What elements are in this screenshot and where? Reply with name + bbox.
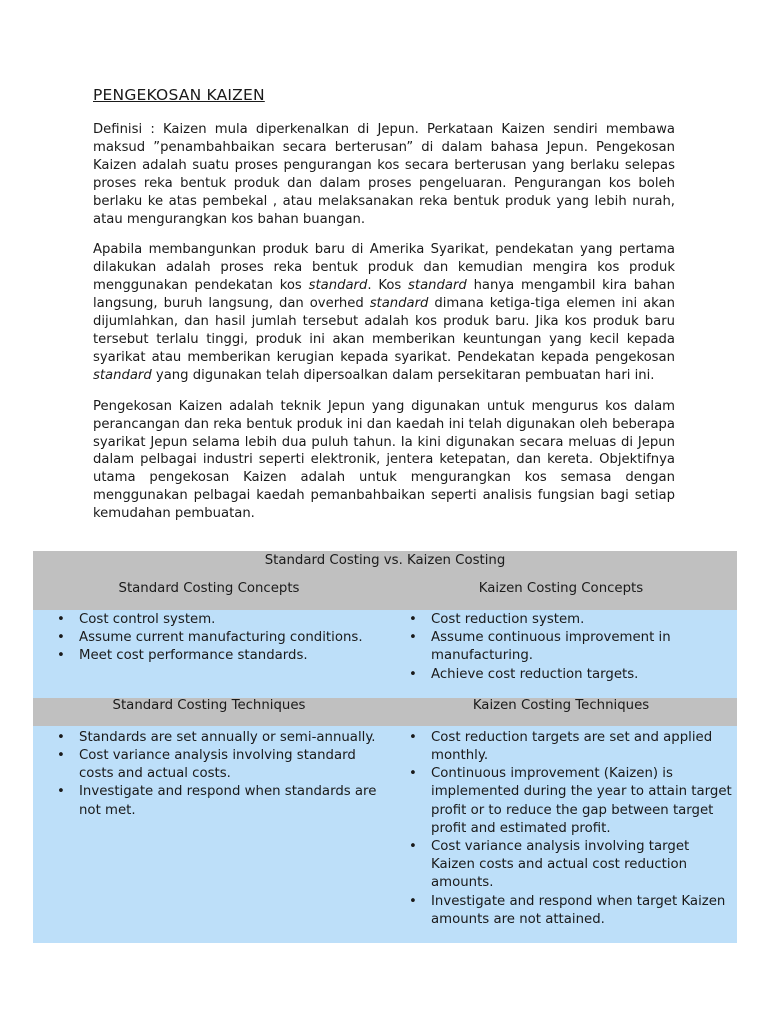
paragraph-definition: Definisi : Kaizen mula diperkenalkan di Jepun. Perkataan Kaizen sendiri membawa maksud ”penambahbaikan secara berterusan” di dalam bahasa Jepun. Pengekosan Kaizen adalah suatu proses pengurangan kos secara berterusan yang berlaku selepas proses reka bentuk produk dan dalam proses pengeluaran. Pengurangan kos boleh berlaku ke atas pembekal , atau melaksanakan reka bentuk produk yang lebih nurah, atau mengurangkan kos bahan buangan.: [93, 122, 675, 227]
concepts-list-row: [33, 610, 737, 698]
kaizen-techniques-cell: [385, 726, 737, 943]
paragraph-kaizen-technique: Pengekosan Kaizen adalah teknik Jepun yang digunakan untuk mengurus kos dalam perancangan dan reka bentuk produk ini dan kaedah ini telah digunakan oleh beberapa syarikat Jepun selama lebih dua puluh tahun. Ia kini digunakan secara meluas di Jepun dalam pelbagai industri seperti elektronik, jentera ketepatan, dan kereta. Objektifnya utama pengekosan Kaizen adalah untuk mengurangkan kos semasa dengan menggunakan pelbagai kaedah pemanbahbaikan seperti analisis fungsian bagi setiap kemudahan pembuatan.: [93, 398, 675, 522]
techniques-header-row: [33, 698, 737, 726]
list-item: • Achieve cost reduction targets.: [431, 666, 735, 684]
list-item: • Assume current manufacturing conditions.: [79, 629, 385, 647]
kaizen-techniques-list: [385, 729, 737, 943]
paragraph-text: hanya mengambil kira bahan langsung, buruh langsung, dan overhed: [93, 278, 675, 312]
list-item: • Cost reduction targets are set and applied monthly.: [431, 729, 735, 765]
standard-techniques-cell: [33, 726, 385, 943]
document-body: [93, 121, 675, 536]
comparison-table: [33, 551, 737, 943]
list-item: • Cost control system.: [79, 611, 385, 629]
list-item: • Investigate and respond when target Kaizen amounts are not attained.: [431, 893, 735, 929]
paragraph-standard-costing: [93, 241, 675, 384]
techniques-list-row: [33, 726, 737, 943]
kaizen-concepts-list: [385, 611, 737, 698]
standard-concepts-cell: [33, 610, 385, 698]
list-item: • Cost variance analysis involving standard costs and actual costs.: [79, 747, 385, 783]
italic-term: standard: [369, 296, 429, 312]
kaizen-concepts-cell: [385, 610, 737, 698]
list-item: • Cost reduction system.: [431, 611, 735, 629]
italic-term: standard: [93, 367, 152, 383]
concepts-header-row: [33, 574, 737, 610]
standard-techniques-list: [33, 729, 385, 834]
list-item: • Cost variance analysis involving target Kaizen costs and actual cost reduction amounts.: [431, 838, 735, 893]
list-item: • Standards are set annually or semi-annually.: [79, 729, 385, 747]
page-title: PENGEKOSAN KAIZEN: [93, 86, 265, 104]
standard-concepts-list: [33, 611, 385, 680]
kaizen-techniques-header: Kaizen Costing Techniques: [385, 698, 737, 726]
paragraph-text: dimana ketiga-tiga elemen ini akan dijumlahkan, dan hasil jumlah tersebut adalah kos produk baru. Jika kos produk baru tersebut terlalu tinggi, produk ini akan memberikan keuntungan yang kecil kepada syarikat atau memberikan kerugian kepada syarikat. Pendekatan kepada pengekosan: [93, 296, 675, 365]
italic-term: standard: [308, 278, 368, 294]
paragraph-text: . Kos: [367, 278, 409, 294]
list-item: • Meet cost performance standards.: [79, 647, 385, 665]
standard-concepts-header: Standard Costing Concepts: [33, 574, 385, 610]
table-title: Standard Costing vs. Kaizen Costing: [33, 551, 737, 574]
list-item: • Investigate and respond when standards are not met.: [79, 783, 385, 819]
table-title-row: [33, 551, 737, 574]
list-item: • Continuous improvement (Kaizen) is implemented during the year to attain target profit or to reduce the gap between target profit and estimated profit.: [431, 765, 735, 838]
italic-term: standard: [408, 278, 467, 294]
list-item: • Assume continuous improvement in manufacturing.: [431, 629, 735, 665]
standard-techniques-header: Standard Costing Techniques: [33, 698, 385, 726]
paragraph-text: yang digunakan telah dipersoalkan dalam persekitaran pembuatan hari ini.: [151, 367, 655, 383]
kaizen-concepts-header: Kaizen Costing Concepts: [385, 574, 737, 610]
paragraph-text: Apabila membangunkan produk baru di Amerika Syarikat, pendekatan yang pertama dilakukan adalah proses reka bentuk produk dan kemudian mengira kos produk menggunakan pendekatan kos: [93, 242, 675, 294]
